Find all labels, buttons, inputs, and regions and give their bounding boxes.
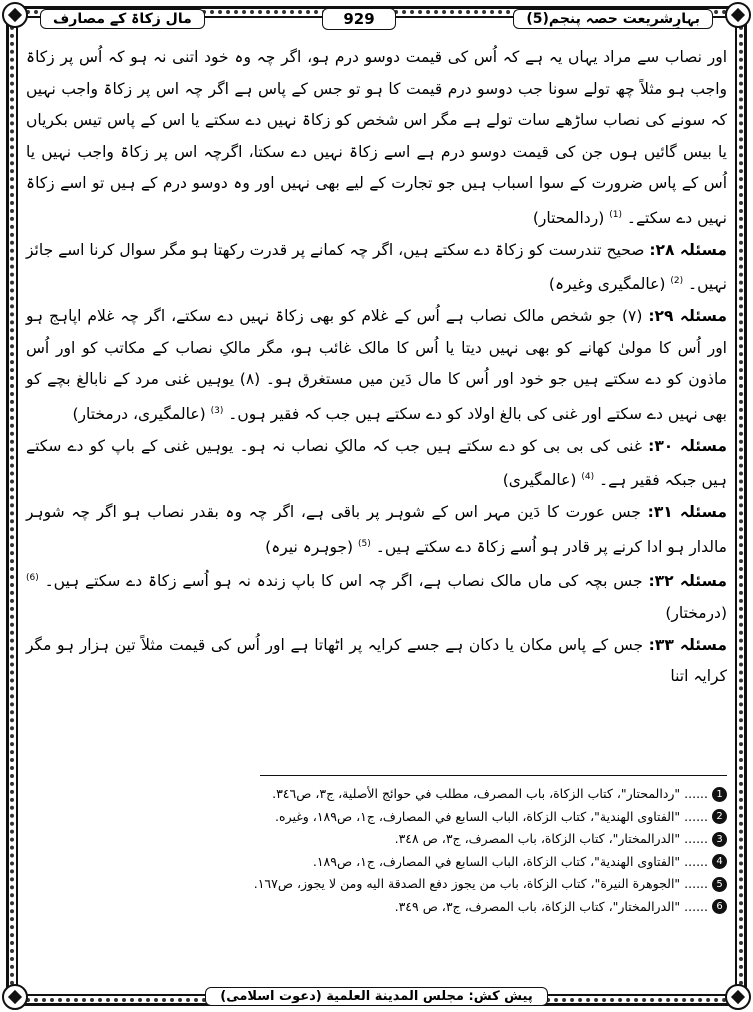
- masla-28: [26, 235, 727, 301]
- footnote-number: 6: [712, 899, 727, 914]
- footnote-text: ...... "ردالمحتار"، كتاب الزكاة، باب المصرف، مطلب في حوائج الأصلية، ج٣، ص٣٤٦.: [272, 786, 708, 801]
- footnote-number: 5: [712, 877, 727, 892]
- publisher-box: [205, 987, 547, 1006]
- source-reference: (عالمگیری وغیرہ): [548, 275, 666, 294]
- source-reference: (عالمگیری): [502, 471, 577, 490]
- masla-29: [26, 301, 727, 431]
- intro-text: اور نصاب سے مراد یہاں یہ ہے کہ اُس کی قیمت دوسو درم ہو، اگر چہ وہ خود اتنی نہ ہو کہ اُس پر زکاۃ واجب ہو مثلاً چھ تولے سونا جب دوسو درم قیمت کا ہو تو جس کے پاس ہے اگر چہ اس پر زکاۃ واجب نہیں کہ سونے کی نصاب ساڑھے سات تولے ہے مگر اس شخص کو زکاۃ نہیں دے سکتے یا اس کے پاس تیس بکریاں یا بیس گائیں ہوں جن کی قیمت دوسو درم ہے اسے زکاۃ نہیں دے سکتا، اگرچہ اس پر زکاۃ واجب نہیں یا اُس کے پاس ضرورت کے سوا اسباب ہیں جو تجارت کے لیے بھی نہیں اور وہ دوسو درم کے ہیں تو اسے زکاۃ نہیں دے سکتے۔: [26, 48, 727, 228]
- footnote-text: ...... "الدرالمختار"، كتاب الزكاة، باب المصرف، ج٣، ص ٣٤٨.: [394, 831, 708, 846]
- main-text: [26, 42, 727, 693]
- footnote-marker: (3): [210, 405, 224, 416]
- page-header: [40, 6, 713, 32]
- masla-label: مسئلہ ۲۸:: [649, 240, 727, 259]
- footnote-marker: (2): [670, 276, 684, 287]
- masla-label: مسئلہ ۲۹:: [648, 307, 727, 326]
- masla-label: مسئلہ ۳۲:: [648, 572, 727, 591]
- source-reference: (عالمگیری، درمختار): [72, 405, 206, 423]
- footnote-marker: (6): [26, 573, 39, 584]
- footnote-item: [26, 873, 727, 896]
- footnote-item: [26, 828, 727, 851]
- footnote-divider: [260, 775, 727, 776]
- footnote-text: ...... "الدرالمختار"، كتاب الزكاة، باب المصرف، ج٣، ص ٣٤٩.: [394, 898, 708, 914]
- publisher-note: (دعوت اسلامی): [220, 989, 322, 1004]
- masla-30: [26, 431, 727, 497]
- masla-label: مسئلہ ۳۱:: [647, 502, 727, 521]
- masla-text: صحیح تندرست کو زکاۃ دے سکتے ہیں، اگر چہ کمانے پر قدرت رکھتا ہو مگر سوال کرنا اسے جائز نہیں۔: [26, 240, 727, 294]
- source-reference: (ردالمحتار): [532, 209, 605, 228]
- masla-text: جس بچہ کی ماں مالک نصاب ہے، اگر چہ اس کا باپ زندہ نہ ہو اُسے زکاۃ دے سکتے ہیں۔: [44, 572, 643, 591]
- masla-31: [26, 497, 727, 563]
- footnote-text: ...... "الجوهرة النيرة"، كتاب الزكاة، باب من يجوز دفع الصدقة اليه ومن لا يجوز، ص١٦٧.: [253, 876, 708, 891]
- footnote-text: ...... "الفتاوى الهندية"، كتاب الزكاة، الباب السابع في المصارف، ج١، ص١٨٩.: [312, 853, 708, 869]
- masla-33: [26, 630, 727, 693]
- footnote-marker: (4): [581, 472, 595, 483]
- footnote-item: [26, 783, 727, 806]
- intro-paragraph: [26, 42, 727, 235]
- presenter-label: پیش کش:: [468, 989, 533, 1004]
- footnote-number: 4: [712, 854, 727, 869]
- footnote-marker: (5): [358, 538, 371, 549]
- footnote-number: 1: [712, 787, 727, 802]
- masla-text: جس کے پاس مکان یا دکان ہے جسے کرایہ پر اٹھاتا ہے اور اُس کی قیمت مثلاً تین ہزار ہو مگر کرایہ اتنا: [26, 635, 727, 686]
- chapter-title: مال زکاۃ کے مصارف: [40, 9, 205, 29]
- footnotes: [26, 783, 727, 918]
- footnote-item: [26, 851, 727, 874]
- source-reference: (درمختار): [665, 604, 727, 623]
- masla-label: مسئلہ ۳۳:: [648, 635, 727, 654]
- masla-label: مسئلہ ۳۰:: [648, 436, 727, 455]
- corner-ornament-icon: [725, 2, 751, 28]
- masla-text: غنی کی بی بی کو دے سکتے ہیں جب کہ مالکِ نصاب نہ ہو۔ یوہیں غنی کے باپ کو دے سکتے ہیں جبکہ فقیر ہے۔: [26, 436, 727, 490]
- book-title: بہارِشریعت حصہ پنجم(5): [513, 9, 713, 29]
- page-footer: [0, 985, 753, 1006]
- footnote-number: 3: [712, 832, 727, 847]
- source-reference: (جوہرہ نیرہ): [265, 537, 354, 556]
- footnote-number: 2: [712, 809, 727, 824]
- masla-text: (۷) جو شخص مالک نصاب ہے اُس کے غلام کو بھی زکاۃ نہیں دے سکتے، اگر چہ غلام اپاہج ہو اور اُس کا مولیٰ کھانے کو بھی نہیں دیتا یا اُس کا مالک غائب ہو، مگر مالکِ نصاب کے مکاتب کو اور اُس ماذون کو دے سکتے ہیں جو خود اور اُس کا مال دَین میں مستغرق ہو۔ (۸) یوہیں غنی مرد کے نابالغ بچے کو بھی نہیں دے سکتے اور غنی کی بالغ اولاد کو دے سکتے ہیں جب کہ فقیر ہوں۔: [26, 307, 727, 423]
- publisher-name: مجلس المدينة العلمية: [326, 989, 464, 1004]
- footnote-item: [26, 806, 727, 829]
- masla-text: جس عورت کا دَین مہر اس کے شوہر پر باقی ہے، اگر چہ وہ بقدر نصاب ہو اگر چہ شوہر مالدار ہو ادا کرنے پر قادر ہو اُسے زکاۃ دے سکتے ہیں۔: [26, 502, 727, 556]
- corner-ornament-icon: [2, 2, 28, 28]
- masla-32: [26, 563, 727, 629]
- page-number: 929: [322, 8, 395, 30]
- footnote-item: [26, 896, 727, 919]
- footnote-text: ...... "الفتاوى الهندية"، كتاب الزكاة، الباب السابع في المصارف، ج١، ص١٨٩، وغيره.: [275, 808, 708, 824]
- footnote-marker: (1): [609, 209, 622, 220]
